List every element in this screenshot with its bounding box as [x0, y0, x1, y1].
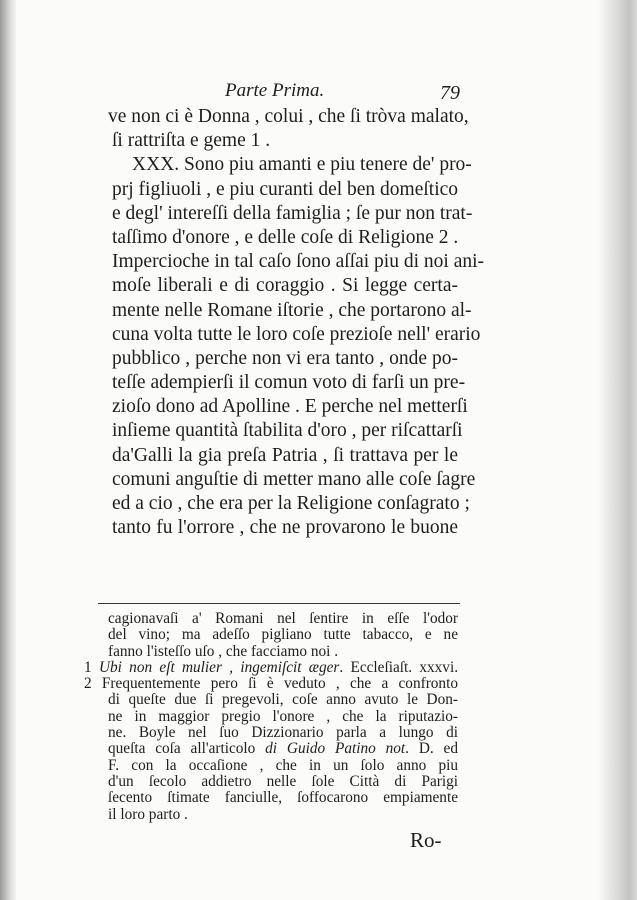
text-line: taſſimo d'onore , e delle coſe di Religione 2 . [112, 226, 459, 248]
footnote-text: queſta coſa all'articolo [108, 740, 256, 758]
scan-right-edge-shadow [597, 0, 637, 900]
text-line: comuni anguſtie di metter mano alle coſe ſagre [112, 468, 476, 490]
running-title: Parte Prima. [225, 80, 325, 101]
footnote-line: di queſte due ſi pregevoli, coſe anno avuto le Don- [108, 691, 458, 709]
page-number: 79 [440, 82, 460, 104]
footnote-line: ſecento ſtimate fanciulle, ſoffocarono empiamente [108, 789, 458, 807]
text-line: teſſe adempierſi il comun voto di farſi un pre- [112, 372, 466, 394]
footnote-quote: Ubi non eſt mulier , ingemiſcit æger [98, 658, 340, 676]
text-line: moſe liberali e di coraggio . Si legge certa- [112, 275, 458, 297]
catchword: Ro- [410, 828, 442, 852]
footnote-marker: 1 [84, 658, 92, 676]
text-line: prj figliuoli , e piu curanti del ben domeſtico [112, 178, 459, 200]
text-line: zioſo dono ad Apolline . E perche nel metterſi [112, 396, 468, 418]
page-header [110, 80, 460, 106]
text-line: ſi rattriſta e geme 1 . [112, 130, 271, 152]
footnote-line: del vino; ma adeſſo pigliano tutte tabacco, e ne [108, 626, 458, 644]
footnote-line: Frequentemente pero ſi è veduto , che a confronto [101, 675, 458, 693]
text-line: da'Galli la gia preſa Patria , ſi trattava per le [112, 444, 458, 466]
footnote-line: d'un ſecolo addietro nelle ſole Città di Parigi [108, 772, 458, 790]
footnote-1 [84, 660, 458, 676]
footnote-line: cagionavaſi a' Romani nel ſentire in eſſe l'odor [108, 610, 458, 627]
footnote-line: ne. Boyle nel ſuo Dizzionario parla a lungo di [108, 724, 458, 742]
text-line: ve non ci è Donna , colui , che ſi tròva malato, [108, 106, 469, 127]
footnote-source: . Eccleſiaſt. xxxvi. [339, 658, 459, 676]
footnote-line: ne in maggior pregio l'onore , che la riputazio- [108, 707, 458, 725]
paragraph-start-line: XXX. Sono piu amanti e piu tenere de' pro- [132, 154, 472, 176]
text-line: Impercioche in tal caſo ſono aſſai piu di noi ani- [112, 251, 485, 273]
text-line: pubblico , perche non vi era tanto , onde po- [112, 347, 458, 369]
footnote-line: fanno l'isteſſo uſo , che facciamo noi . [108, 642, 339, 660]
text-line: inſieme quantità ſtabilita d'oro , per riſcattarſi [112, 420, 463, 442]
footnote-2 [84, 676, 458, 692]
main-text [108, 105, 485, 540]
footnote-marker: 2 [84, 675, 92, 693]
text-line: cuna volta tutte le loro coſe prezioſe nell' erario [112, 323, 481, 345]
footnote-line: il loro parto . [108, 805, 188, 823]
footnote-line [84, 741, 458, 757]
text-line: e degl' intereſſi della famiglia ; ſe pur non trat- [112, 202, 473, 224]
footnotes [84, 611, 458, 823]
text-line: ed a cio , che era per la Religione conſagrato ; [112, 493, 470, 514]
footnote-separator-rule [98, 603, 460, 604]
footnote-line: F. con la occaſione , che in un ſolo anno piu [108, 756, 458, 774]
scan-left-edge-shadow [0, 0, 16, 900]
text-line: mente nelle Romane iſtorie , che portarono al- [112, 299, 472, 321]
text-line: tanto fu l'orrore , che ne provarono le buone [112, 517, 458, 539]
footnote-italic-reference: di Guido Patino not [265, 740, 406, 758]
footnote-text: . D. ed [405, 740, 458, 758]
